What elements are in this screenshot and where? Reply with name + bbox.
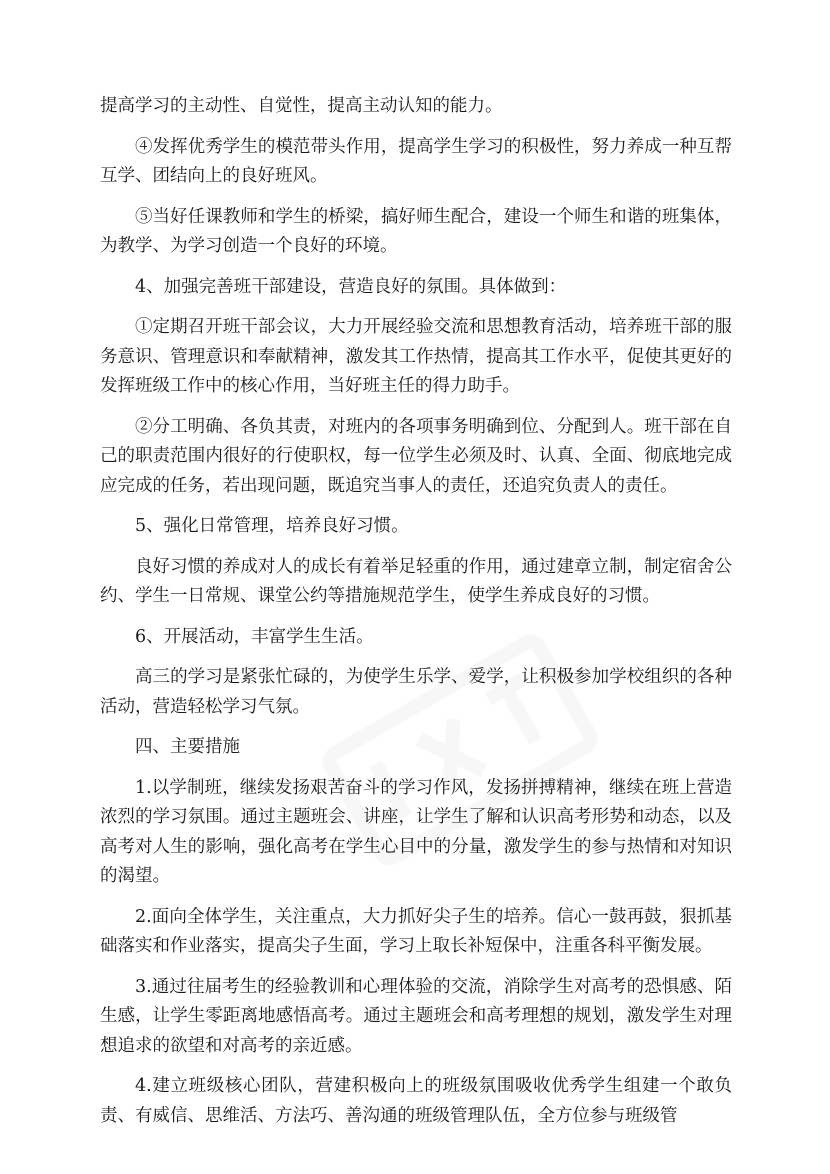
document-body bbox=[100, 92, 732, 1142]
paragraph-measure-1: 1.以学制班，继续发扬艰苦奋斗的学习作风，发扬拼搏精神，继续在班上营造浓烈的学习氛围。通过主题班会、讲座，让学生了解和认识高考形势和动态，以及高考对人生的影响，强化高考在学生心目中的分量，激发学生的参与热情和对知识的渴望。 bbox=[100, 777, 732, 886]
section-heading-6-activities: 6、开展活动，丰富学生生活。 bbox=[135, 626, 374, 647]
paragraph-measure-2: 2.面向全体学生，关注重点，大力抓好尖子生的培养。信心一鼓再鼓，狠抓基础落实和作业落实，提高尖子生面，学习上取长补短保中，注重各科平衡发展。 bbox=[100, 906, 732, 956]
paragraph-measure-3: 3.通过往届考生的经验教训和心理体验的交流，消除学生对高考的恐惧感、陌生感，让学生零距离地感悟高考。通过主题班会和高考理想的规划，激发学生对理想追求的欲望和对高考的亲近感。 bbox=[100, 976, 732, 1056]
paragraph-item-4-model-students: ④发挥优秀学生的模范带头作用，提高学生学习的积极性，努力养成一种互帮互学、团结向上的良好班风。 bbox=[100, 136, 732, 186]
section-heading-5-daily-management: 5、强化日常管理，培养良好习惯。 bbox=[135, 516, 409, 536]
paragraph-item-1-cadre-meetings: ①定期召开班干部会议，大力开展经验交流和思想教育活动，培养班干部的服务意识、管理意识和奉献精神，激发其工作热情，提高其工作水平，促使其更好的发挥班级工作中的核心作用，当好班主任的得力助手。 bbox=[100, 317, 732, 396]
paragraph-good-habits: 良好习惯的养成对人的成长有着举足轻重的作用，通过建章立制，制定宿舍公约、学生一日常规、课堂公约等措施规范学生，使学生养成良好的习惯。 bbox=[100, 556, 732, 606]
paragraph-senior-year-activities: 高三的学习是紧张忙碌的，为使学生乐学、爱学，让积极参加学校组织的各种活动，营造轻松学习气氛。 bbox=[100, 667, 732, 717]
paragraph-item-2-division-of-labor: ②分工明确、各负其责，对班内的各项事务明确到位、分配到人。班干部在自己的职责范围内很好的行使职权，每一位学生必须及时、认真、全面、彻底地完成应完成的任务，若出现问题，既追究当事人的责任，还追究负责人的责任。 bbox=[100, 416, 732, 496]
paragraph-continuation: 提高学习的主动性、自觉性，提高主动认知的能力。 bbox=[100, 96, 503, 116]
paragraph-measure-4: 4.建立班级核心团队，营建积极向上的班级氛围吸收优秀学生组建一个敢负责、有威信、思维活、方法巧、善沟通的班级管理队伍，全方位参与班级管 bbox=[100, 1076, 732, 1126]
section-heading-4-class-cadres: 4、加强完善班干部建设，营造良好的氛围。具体做到： bbox=[135, 276, 567, 297]
paragraph-item-5-teacher-bridge: ⑤当好任课教师和学生的桥梁，搞好师生配合，建设一个师生和谐的班集体，为教学、为学习创造一个良好的环境。 bbox=[100, 206, 732, 256]
section-heading-main-measures: 四、主要措施 bbox=[135, 737, 240, 757]
